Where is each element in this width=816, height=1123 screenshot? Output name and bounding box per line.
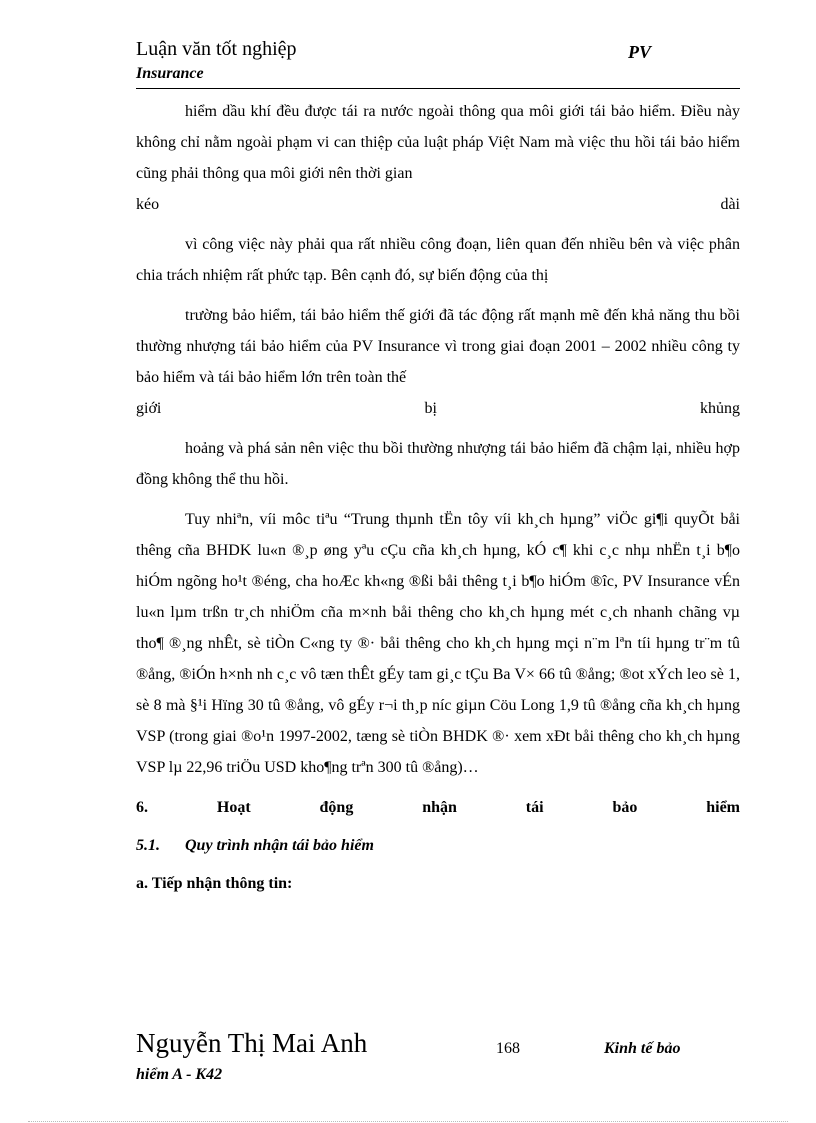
header-title: Luận văn tốt nghiệp	[136, 38, 297, 60]
paragraph-1: hiểm dầu khí đều được tái ra nước ngoài thông qua môi giới tái bảo hiểm. Điều này không chỉ nằm ngoài phạm vi can thiệp của luật pháp Việt Nam mà việc thu hồi tái bảo hiểm cũng phải thông qua môi giới nên thời gian	[136, 103, 740, 182]
paragraph-5: Tuy nhiªn, víi môc tiªu “Trung thµnh tËn tôy víi kh¸ch hµng” viÖc gi¶i quyÕt båi thêng cña BHDK lu«n ®¸p øng yªu cÇu cña kh¸ch hµng, kÓ c¶ khi c¸c nhµ nhËn t¸i b¶o hiÓm ngõng ho¹t ®éng, cha hoÆc kh«ng ®ßi båi thêng t¸i b¶o hiÓm ®îc, PV Insurance vÉn lu«n lµm trßn tr¸ch nhiÖm cña m×nh båi thêng cho kh¸ch hµng mét c¸ch nhanh chãng vµ tho¶ ®¸ng nhÊt, sè tiÒn C«ng ty ®· båi thêng cho kh¸ch hµng mçi n¨m lªn tíi hµng tr¨m tû ®ång, ®iÓn h×nh nh c¸c vô tæn thÊt gÉy tam gi¸c tÇu Ba V× 66 tû ®ång; ®ot xÝch leo sè 1, sè 8 mà §¹i Hïng 30 tû ®ång, vô gÉy r¬i th¸p níc giµn Cöu Long 1,9 tû ®ång cña kh¸ch hµng VSP (trong giai ®o¹n 1997-2002, tæng sè tiÒn BHDK ®· xem xÐt båi thêng cho kh¸ch hµng VSP lµ 22,96 triÖu USD kho¶ng trªn 300 tû ®ång)…	[136, 511, 740, 776]
subsection-number: 5.1.	[136, 837, 160, 854]
footer-class: hiểm A - K42	[136, 1066, 223, 1083]
section-heading-6: 6. Hoạt động nhận tái bảo hiểm	[136, 799, 740, 816]
paragraph-1-last-line: kéo dài	[136, 196, 740, 213]
header-divider	[136, 88, 740, 89]
paragraph-3-last-line: giới bị khủng	[136, 400, 740, 417]
page-number: 168	[496, 1040, 520, 1057]
paragraph-2: vì công việc này phải qua rất nhiều công đoạn, liên quan đến nhiều bên và việc phân chia trách nhiệm rất phức tạp. Bên cạnh đó, sự biến động của thị	[136, 236, 740, 284]
subheading-a: a. Tiếp nhận thông tin:	[136, 875, 293, 892]
header-company: PV	[628, 42, 652, 62]
footer-divider	[28, 1121, 788, 1122]
page-header	[136, 38, 740, 90]
paragraph-3: trường bảo hiểm, tái bảo hiểm thế giới đã tác động rất mạnh mẽ đến khả năng thu bồi thường nhượng tái bảo hiểm của PV Insurance vì trong giai đoạn 2001 – 2002 nhiều công ty bảo hiểm và tái bảo hiểm lớn trên toàn thế	[136, 307, 740, 386]
subsection-title: Quy trình nhận tái bảo hiểm	[185, 837, 374, 854]
subsection-heading-5-1	[136, 830, 740, 861]
footer-author: Nguyễn Thị Mai Anh	[136, 1028, 368, 1058]
document-body	[136, 96, 740, 899]
footer-department: Kinh tế bảo	[604, 1040, 681, 1057]
paragraph-4: hoảng và phá sản nên việc thu bồi thường nhượng tái bảo hiểm đã chậm lại, nhiều hợp đồng không thể thu hồi.	[136, 440, 740, 488]
header-subtitle: Insurance	[136, 65, 204, 82]
